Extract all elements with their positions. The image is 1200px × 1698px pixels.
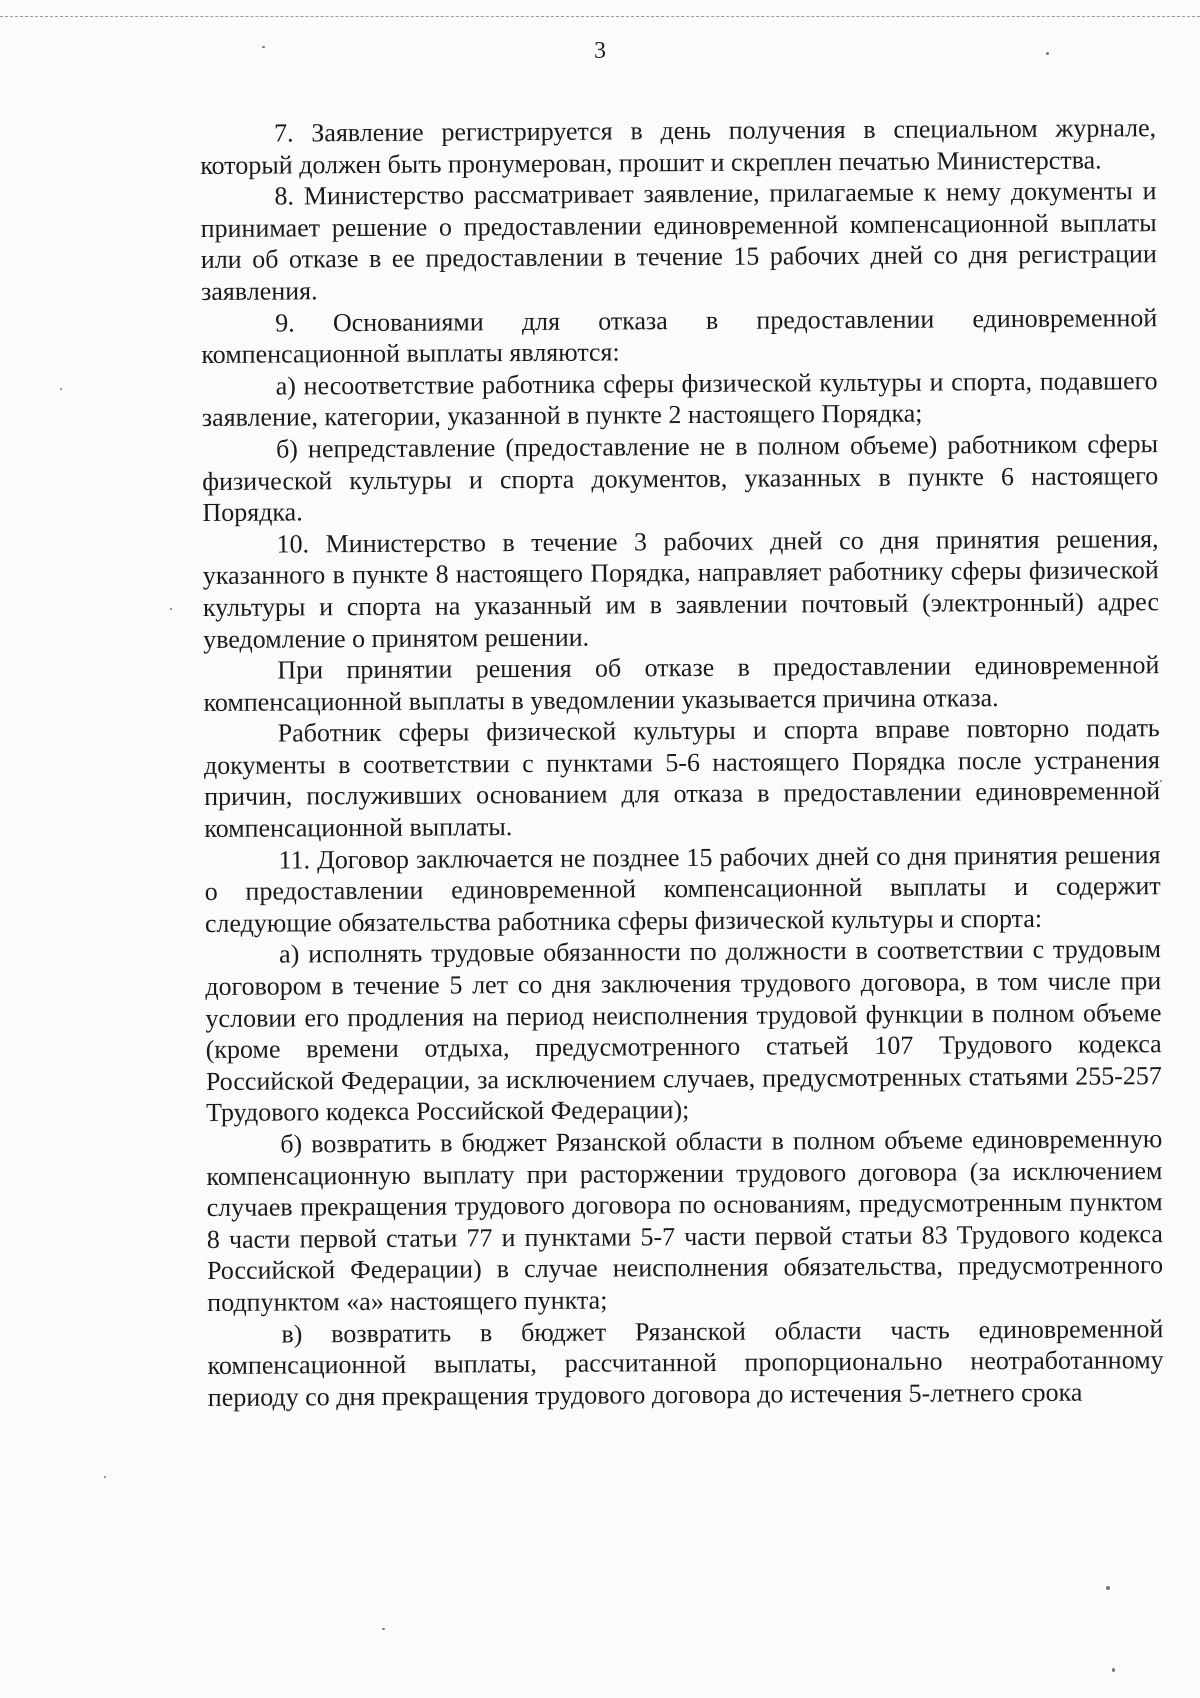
paragraph-item-11a: а) исполнять трудовые обязанности по должности в соответствии с трудовым договором в течение 5 лет со дня заключения трудового договора, в том числе при условии его продления на период неисполнения трудовой функции в полном объеме (кроме времени отдыха, предусмотренного статьей 107 Трудового кодекса Российской Федерации, за исключением случаев, предусмотренных статьями 255-257 Трудового кодекса Российской Федерации); xyxy=(205,934,1162,1128)
paragraph-item-11v: в) возвратить в бюджет Рязанской области часть единовременной компенсационной выплаты, рассчитанной пропорционально неотработанному периоду со дня прекращения трудового договора до истечения 5-летнего срока xyxy=(207,1313,1164,1412)
scan-speck xyxy=(1046,52,1049,55)
scan-speck xyxy=(262,46,265,48)
scan-top-edge-line xyxy=(0,16,1200,17)
paragraph-refusal-reason: При принятии решения об отказе в предоставлении единовременной компенсационной выплаты в уведомлении указывается причина отказа. xyxy=(203,650,1160,717)
paragraph-item-10: 10. Министерство в течение 3 рабочих дней со дня принятия решения, указанного в пункте 8 настоящего Порядка, направляет работнику сферы физической культуры и спорта на указанный им в заявлении почтовый (электронный) адрес уведомление о принятом решении. xyxy=(202,523,1160,654)
paragraph-item-9a: а) несоответствие работника сферы физической культуры и спорта, подавшего заявление, категории, указанной в пункте 2 настоящего Порядка; xyxy=(201,365,1158,433)
page-number: 3 xyxy=(594,38,606,64)
scan-speck xyxy=(104,1476,106,1478)
paragraph-resubmission: Работник сферы физической культуры и спорта вправе повторно подать документы в соответствии с пунктами 5-6 настоящего Порядка после устранения причин, послуживших основанием для отказа в предоставлении единовременной компенсационной выплаты. xyxy=(203,713,1161,844)
document-body xyxy=(200,112,1164,1413)
paragraph-item-11: 11. Договор заключается не позднее 15 рабочих дней со дня принятия решения о предоставлении единовременной компенсационной выплаты и содержит следующие обязательства работника сферы физической культуры и спорта: xyxy=(204,839,1161,938)
scan-speck xyxy=(170,608,172,610)
paragraph-item-11b: б) возвратить в бюджет Рязанской области в полном объеме единовременную компенсационную выплату при расторжении трудового договора (за исключением случаев прекращения трудового договора по основаниям, предусмотренным пунктом 8 части первой статьи 77 и пунктами 5-7 части первой статьи 83 Трудового кодекса Российской Федерации) в случае неисполнения обязательства, предусмотренного подпунктом «а» настоящего пункта; xyxy=(206,1124,1164,1317)
scan-speck xyxy=(1106,1586,1110,1590)
paragraph-item-8: 8. Министерство рассматривает заявление, прилагаемые к нему документы и принимает решение о предоставлении единовременной компенсационной выплаты или об отказе в ее предоставлении в течение 15 рабочих дней со дня регистрации заявления. xyxy=(200,176,1157,306)
paragraph-item-9b: б) непредставление (предоставление не в полном объеме) работником сферы физической культуры и спорта документов, указанных в пункте 6 настоящего Порядка. xyxy=(202,429,1159,528)
scan-speck xyxy=(1160,780,1162,782)
paragraph-item-7: 7. Заявление регистрируется в день получения в специальном журнале, который должен быть пронумерован, прошит и скреплен печатью Министерства. xyxy=(200,113,1157,180)
scan-speck xyxy=(60,388,62,390)
paragraph-item-9: 9. Основаниями для отказа в предоставлении единовременной компенсационной выплаты являются: xyxy=(201,302,1158,370)
scan-speck xyxy=(382,1628,385,1630)
scan-speck xyxy=(1112,1668,1115,1672)
